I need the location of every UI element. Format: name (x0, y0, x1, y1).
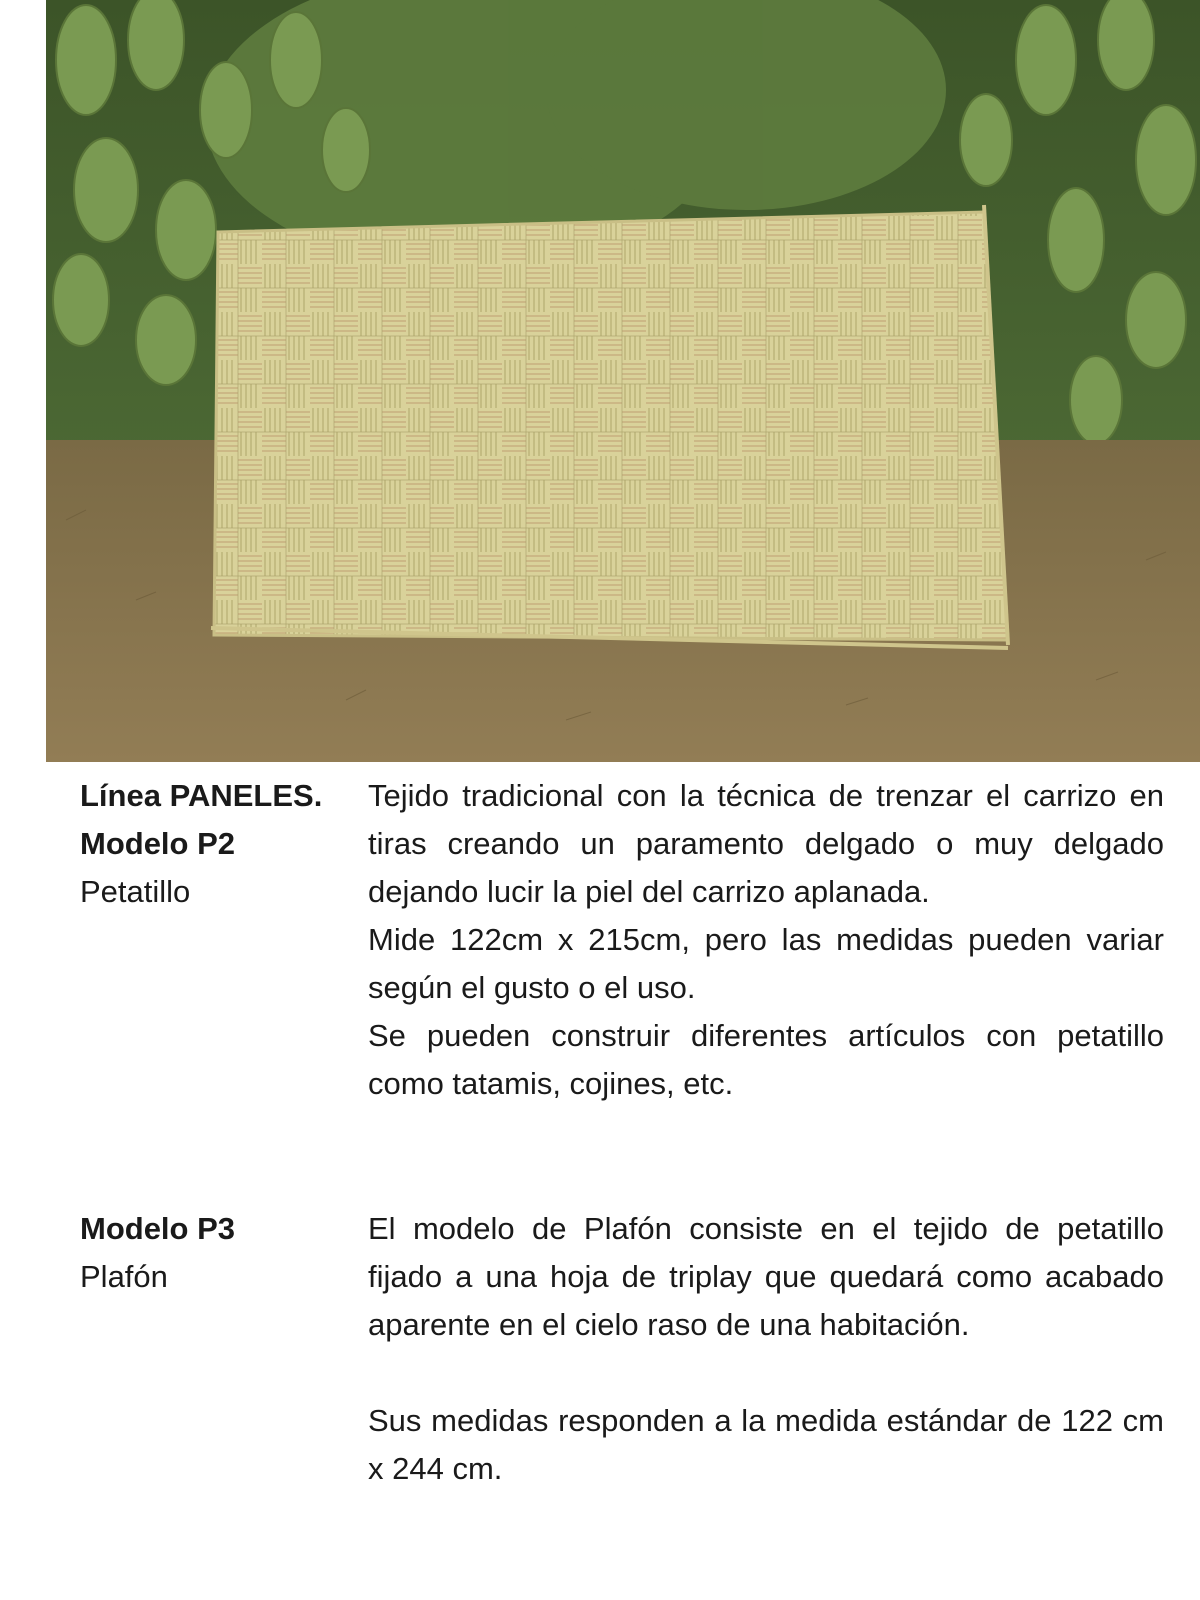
line-title: Línea PANELES. (80, 778, 323, 813)
model-title: Modelo P3 (80, 1211, 236, 1246)
entry-heading (80, 1205, 350, 1301)
model-title: Modelo P2 (80, 826, 236, 861)
entry-heading (80, 772, 350, 916)
product-photo (46, 0, 1200, 762)
woven-panel (211, 205, 1008, 648)
petatillo-panel-image (46, 0, 1200, 762)
description-paragraph: Se pueden construir diferentes artículos con petatillo como tatamis, cojines, etc. (368, 1018, 1164, 1101)
entry-description (368, 1205, 1164, 1493)
description-paragraph: Tejido tradicional con la técnica de trenzar el carrizo en tiras creando un paramento delgado o muy delgado dejando lucir la piel del carrizo aplanada. (368, 778, 1164, 909)
model-subtitle: Plafón (80, 1259, 168, 1294)
description-paragraph: Mide 122cm x 215cm, pero las medidas pueden variar según el gusto o el uso. (368, 922, 1164, 1005)
model-subtitle: Petatillo (80, 874, 191, 909)
description-paragraph: El modelo de Plafón consiste en el tejido de petatillo fijado a una hoja de triplay que quedará como acabado aparente en el cielo raso de una habitación. (368, 1211, 1164, 1342)
description-paragraph: Sus medidas responden a la medida estándar de 122 cm x 244 cm. (368, 1403, 1164, 1486)
entry-description (368, 772, 1164, 1108)
